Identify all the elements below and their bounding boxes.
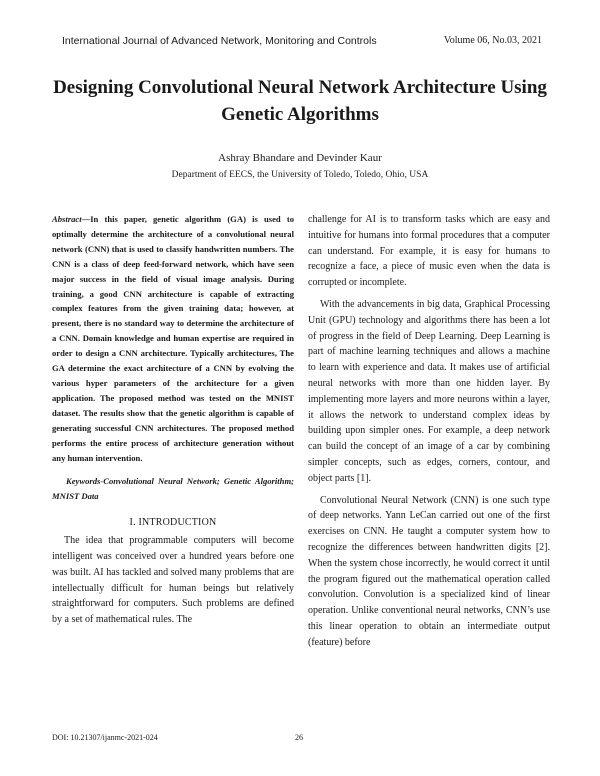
abstract-label: Abstract bbox=[52, 214, 82, 224]
left-column bbox=[52, 212, 294, 628]
intro-paragraph-3: Convolutional Neural Network (CNN) is one such type of deep networks. Yann LeCan carried out one of the first exercises on CNN. He taught a computer system how to recognize the differences between handwritten digits [2]. When the system chose incorrectly, he would correct it until the program figured out the mathematical operation called convolution. Convolution is a specialized kind of linear operation. Unlike conventional neural networks, CNN’s use this linear operation to obtain an intermediate output (feature) before bbox=[308, 494, 550, 648]
authors: Ashray Bhandare and Devinder Kaur bbox=[218, 152, 382, 164]
paper-title: Designing Convolutional Neural Network Architecture Using Genetic Algorithms bbox=[53, 77, 547, 125]
volume-info: Volume 06, No.03, 2021 bbox=[443, 35, 542, 46]
page-footer bbox=[52, 733, 548, 745]
section-heading-introduction: I. INTRODUCTION bbox=[129, 517, 217, 529]
abstract bbox=[52, 212, 294, 465]
running-header bbox=[62, 35, 542, 49]
intro-paragraph-2: With the advancements in big data, Graphical Processing Unit (GPU) technology and algorithms there has been a lot of progress in the field of Deep Learning. Deep Learning is part of machine learning techniques and allows a machine to learn with experience and data. It makes use of artificial neural networks with more than one hidden layer. By implementing more layers and more neurons within a layer, it allows the network to understand complex ideas by building upon simpler ones. For example, a deep network can build the concept of an image of a car by combining simpler concepts, such as edges, corners, contour, and object parts [1]. bbox=[308, 298, 550, 484]
abstract-text: —In this paper, genetic algorithm (GA) is used to optimally determine the architecture of a convolutional neural network (CNN) that is used to classify handwritten numbers. The CNN is a class of deep feed-forward network, which have seen major success in the field of visual image analysis. During training, a good CNN architecture is capable of extracting complex features from the given training data; however, at present, there is no standard way to determine the architecture of a CNN. Domain knowledge and human expertise are required in order to design a CNN architecture. Typically architectures, The GA determine the exact architecture of a CNN by evolving the various hyper parameters of the architecture for a given application. The proposed method was tested on the MNIST dataset. The results show that the genetic algorithm is capable of generating successful CNN architectures. The proposed method performs the entire process of architecture generation without any human intervention. bbox=[52, 214, 294, 463]
doi: DOI: 10.21307/ijanmc-2021-024 bbox=[52, 733, 158, 742]
affiliation: Department of EECS, the University of Toledo, Toledo, Ohio, USA bbox=[171, 170, 429, 180]
right-column bbox=[308, 212, 550, 657]
intro-paragraph-1: The idea that programmable computers will become intelligent was conceived over a hundred years before one was built. AI has tackled and solved many problems that are intellectually difficult for human beings but relatively straightforward for computers. Such problems are defined by a set of mathematical rules. The bbox=[52, 535, 294, 626]
page-number: 26 bbox=[295, 733, 303, 742]
journal-name: International Journal of Advanced Network, Monitoring and Controls bbox=[62, 35, 377, 47]
keywords: Keywords-Convolutional Neural Network; Genetic Algorithm; MNIST Data bbox=[52, 476, 294, 502]
intro-paragraph-1-continued: challenge for AI is to transform tasks which are easy and intuitive for humans into formal procedures that a computer can understand. For example, it is easy for humans to recognize a face, a piece of music even when the data is corrupted or incomplete. bbox=[308, 214, 550, 289]
